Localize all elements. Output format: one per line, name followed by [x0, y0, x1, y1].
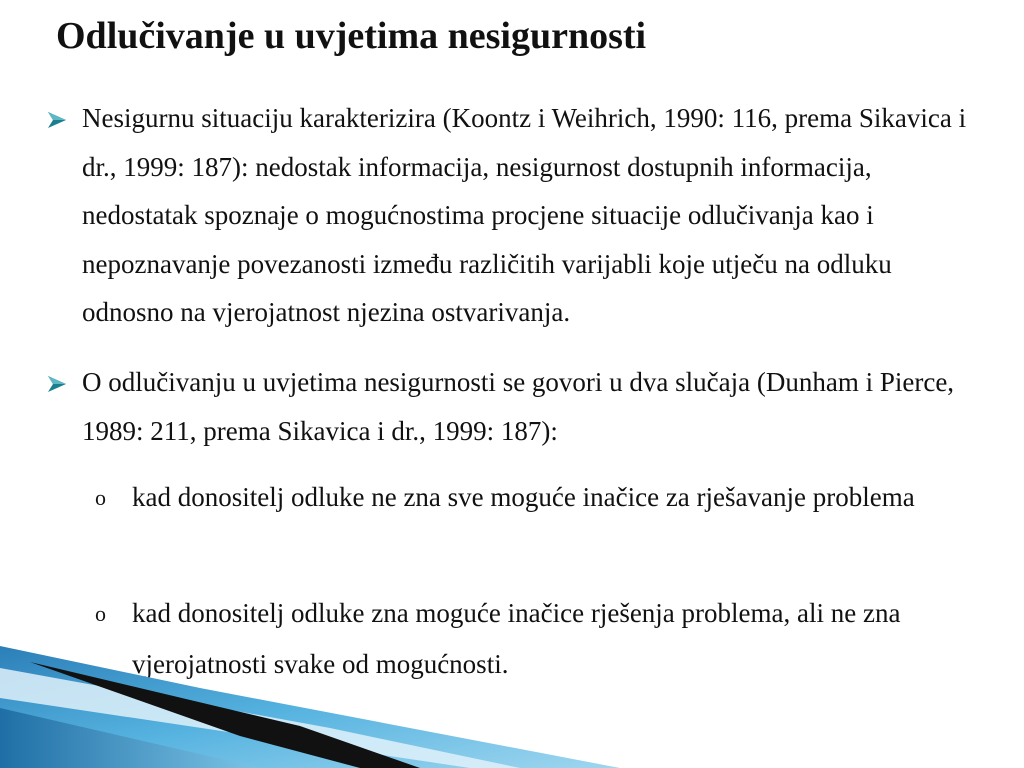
bullet-item	[46, 94, 986, 337]
sub-bullet-item	[95, 472, 975, 523]
sub-bullet-marker: o	[95, 485, 106, 510]
decorative-swoosh	[0, 638, 1024, 768]
sub-bullet-text: kad donositelj odluke ne zna sve moguće inačice za rješavanje problema	[132, 482, 915, 512]
slide-title: Odlučivanje u uvjetima nesigurnosti	[56, 15, 647, 57]
sub-bullet-text: kad donositelj odluke zna moguće inačice rješenja problema, ali ne zna vjerojatnosti svake od mogućnosti.	[132, 598, 901, 679]
bullet-text: O odlučivanju u uvjetima nesigurnosti se govori u dva slučaja (Dunham i Pierce, 1989: 211, prema Sikavica i dr., 1999: 187):	[82, 367, 955, 446]
arrow-bullet-icon	[46, 374, 68, 394]
sub-bullet-marker: o	[95, 601, 106, 626]
bullet-item	[46, 358, 986, 455]
arrow-bullet-icon	[46, 110, 68, 130]
bullet-text: Nesigurnu situaciju karakterizira (Koontz i Weihrich, 1990: 116, prema Sikavica i dr., 1999: 187): nedostak informacija, nesigurnost dostupnih informacija, nedostatak spoznaje o mogućnostima procjene situacije odlučivanja kao i nepoznavanje povezanosti između različitih varijabli koje utječu na odluku odnosno na vjerojatnost njezina ostvarivanja.	[82, 103, 967, 327]
